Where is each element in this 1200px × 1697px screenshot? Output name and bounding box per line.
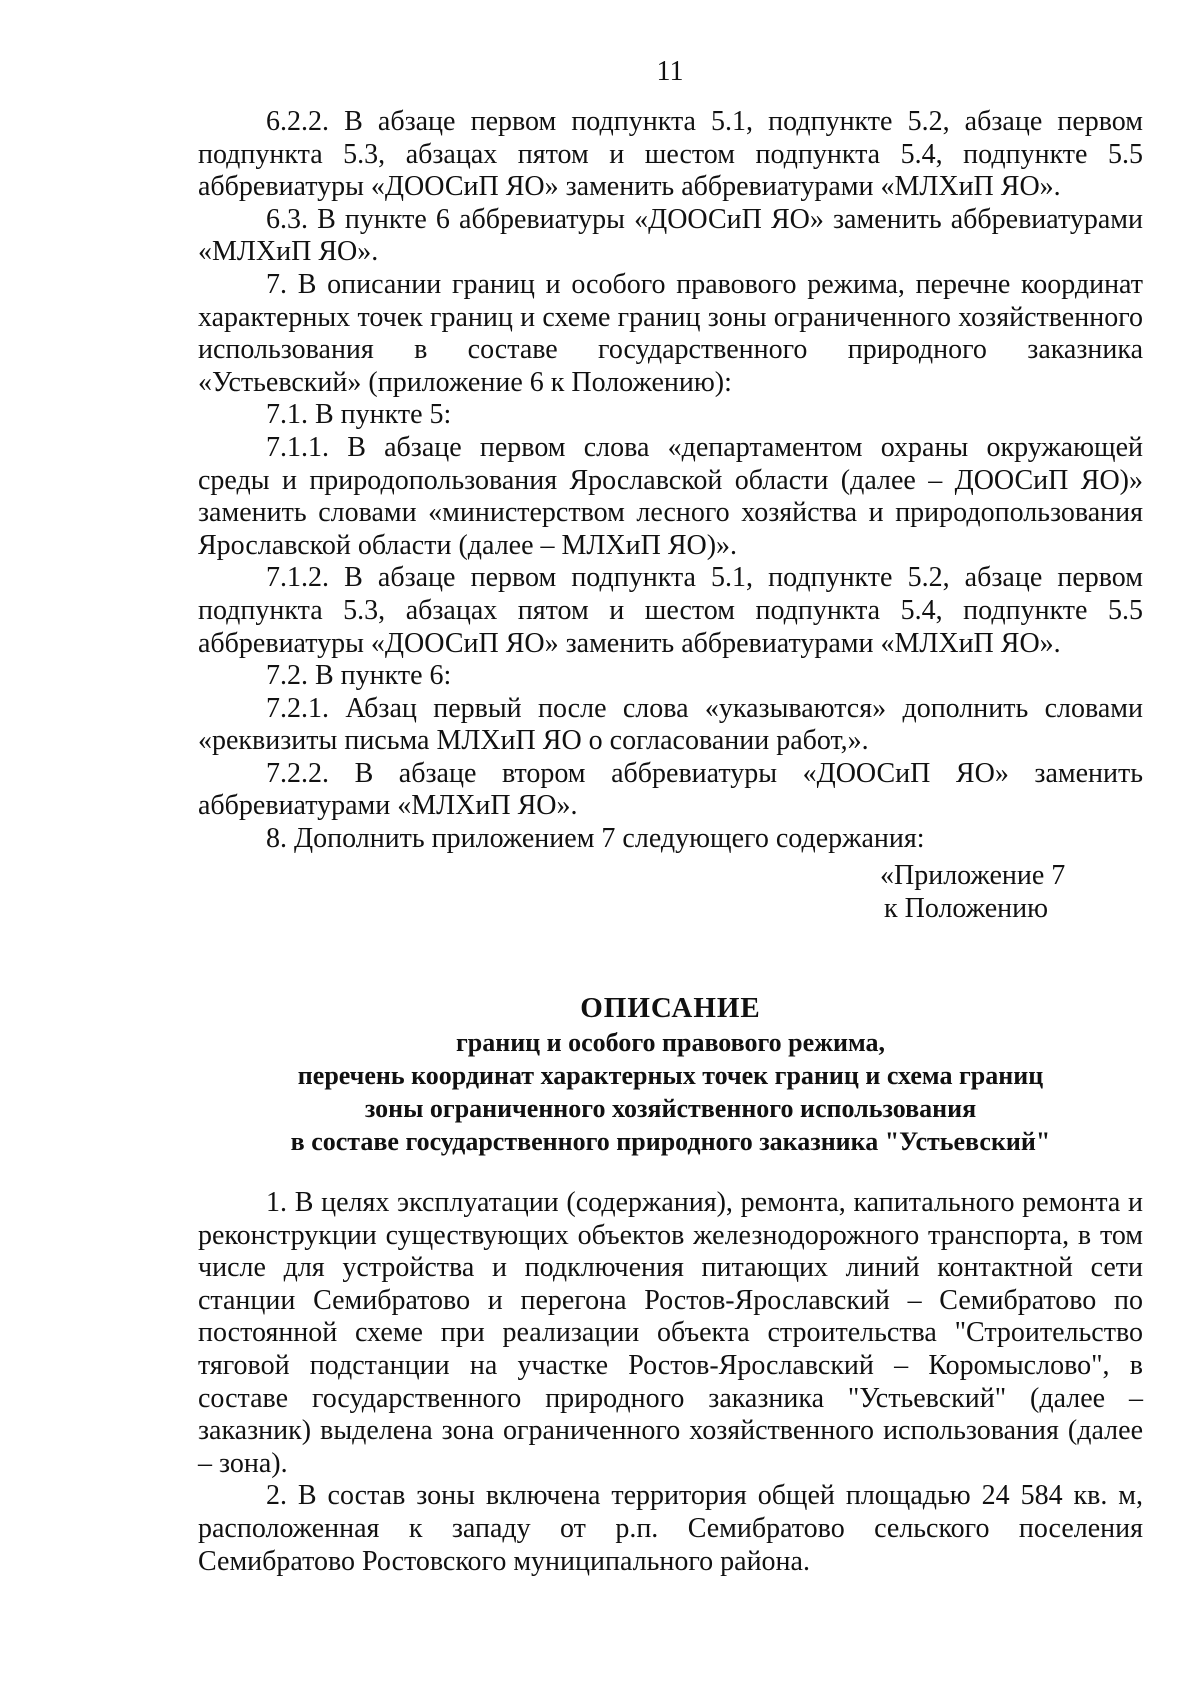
paragraph-7-1-1: 7.1.1. В абзаце первом слова «департаментом охраны окружающей среды и природопользования Ярославской области (далее – ДООСиП ЯО)» заменить словами «министерством лесного хозяйства и природопользования Ярославской области (далее – МЛХиП ЯО)». <box>198 431 1143 561</box>
heading-line-4: в составе государственного природного заказника "Устьевский" <box>290 1127 1051 1156</box>
heading-line-2: перечень координат характерных точек границ и схема границ <box>297 1061 1044 1090</box>
heading-line-3: зоны ограниченного хозяйственного использования <box>364 1094 977 1123</box>
description-paragraph-2: 2. В состав зоны включена территория общей площадью 24 584 кв. м, расположенная к западу от р.п. Семибратово сельского поселения Семибратово Ростовского муниципального района. <box>198 1480 1143 1577</box>
paragraph-7-2: 7.2. В пункте 6: <box>266 660 452 692</box>
appendix-line-1: «Приложение 7 <box>880 860 1066 891</box>
page-number: 11 <box>656 56 684 87</box>
paragraph-6-3: 6.3. В пункте 6 аббревиатуры «ДООСиП ЯО» заменить аббревиатурами «МЛХиП ЯО». <box>198 203 1143 268</box>
paragraph-7-2-2: 7.2.2. В абзаце втором аббревиатуры «ДООСиП ЯО» заменить аббревиатурами «МЛХиП ЯО». <box>198 757 1143 822</box>
paragraph-7-1: 7.1. В пункте 5: <box>266 399 452 431</box>
heading-line-1: границ и особого правового режима, <box>455 1028 886 1057</box>
paragraph-8: 8. Дополнить приложением 7 следующего содержания: <box>266 823 925 855</box>
description-text <box>198 1187 1143 1578</box>
paragraph-7: 7. В описании границ и особого правового режима, перечне координат характерных точек границ и схеме границ зоны ограниченного хозяйственного использования в составе государственного природного заказника «Устьевский» (приложение 6 к Положению): <box>198 268 1143 398</box>
description-paragraph-1: 1. В целях эксплуатации (содержания), ремонта, капитального ремонта и реконструкции существующих объектов железнодорожного транспорта, в том числе для устройства и подключения питающих линий контактной сети станции Семибратово и перегона Ростов-Ярославский – Семибратово по постоянной схеме при реализации объекта строительства "Строительство тяговой подстанции на участке Ростов-Ярославский – Коромыслово", в составе государственного природного заказника "Устьевский" (далее – заказник) выделена зона ограниченного хозяйственного использования (далее – зона). <box>198 1187 1143 1479</box>
paragraph-7-2-1: 7.2.1. Абзац первый после слова «указываются» дополнить словами «реквизиты письма МЛХиП ЯО о согласовании работ,». <box>198 692 1143 757</box>
appendix-line-2: к Положению <box>884 892 1049 924</box>
heading-title: ОПИСАНИЕ <box>580 992 761 1024</box>
paragraph-7-1-2: 7.1.2. В абзаце первом подпункта 5.1, подпункте 5.2, абзаце первом подпункта 5.3, абзацах пятом и шестом подпункта 5.4, подпункте 5.5 аббревиатуры «ДООСиП ЯО» заменить аббревиатурами «МЛХиП ЯО». <box>198 562 1143 659</box>
section-heading <box>198 990 1143 1158</box>
amendment-text <box>198 106 1143 856</box>
paragraph-6-2-2: 6.2.2. В абзаце первом подпункта 5.1, подпункте 5.2, абзаце первом подпункта 5.3, абзацах пятом и шестом подпункта 5.4, подпункте 5.5 аббревиатуры «ДООСиП ЯО» заменить аббревиатурами «МЛХиП ЯО». <box>198 106 1143 203</box>
appendix-label <box>880 860 1180 925</box>
